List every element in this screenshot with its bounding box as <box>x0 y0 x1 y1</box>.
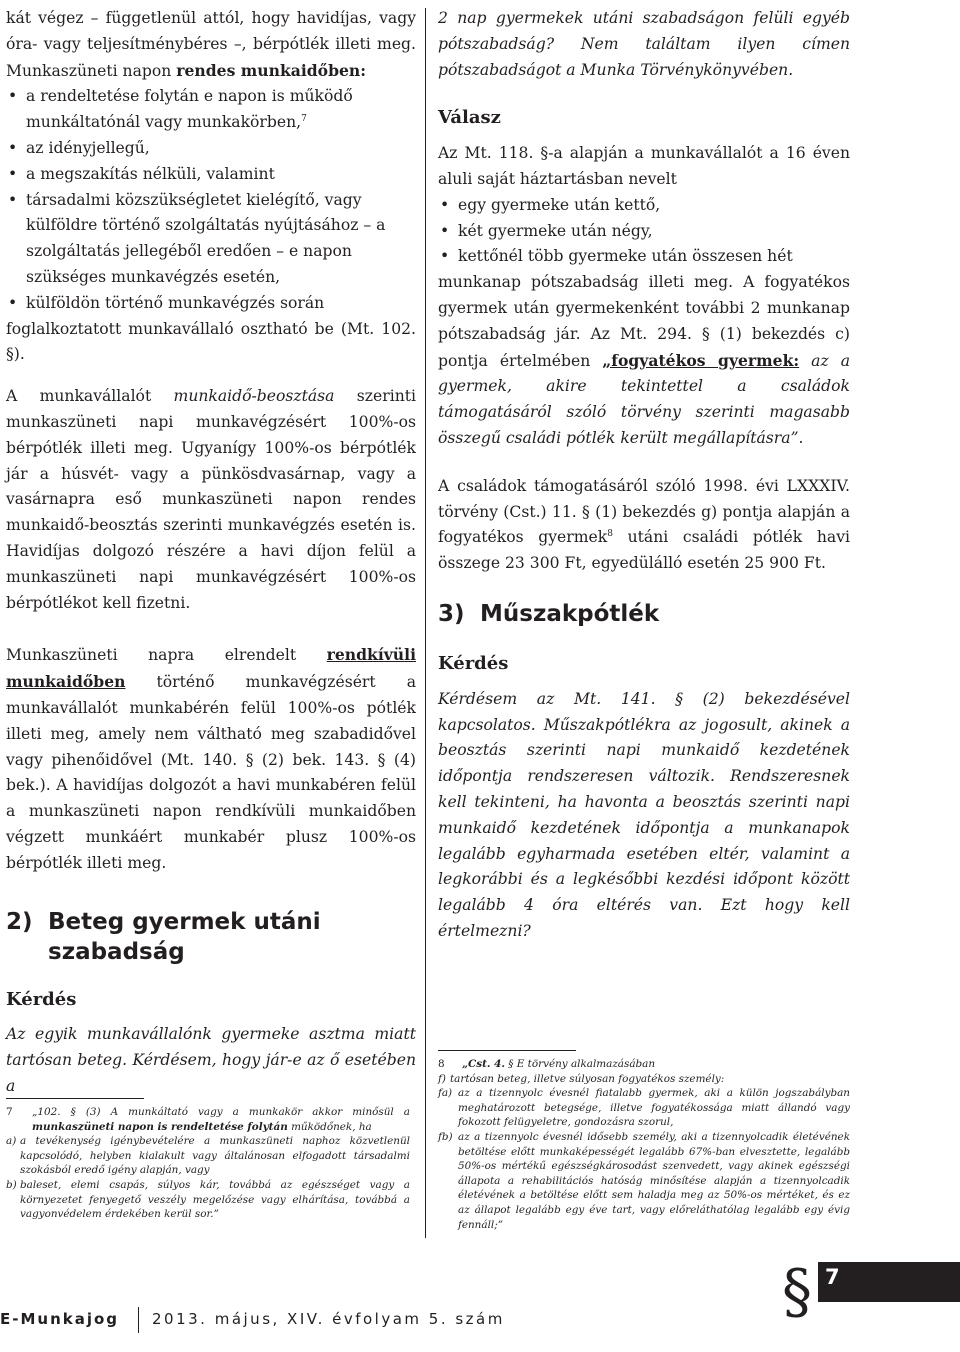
list-item: • a megszakítás nélküli, valamint <box>6 162 416 188</box>
list-item: • az idényjellegű, <box>6 136 416 162</box>
footnote-ref-8[interactable]: 8 <box>607 529 613 540</box>
answer-text: Az Mt. 118. §-a alapján a munkavállalót a 16 éven aluli saját háztartásban nevelt <box>438 144 850 188</box>
publication-title: E-Munkajog <box>0 1310 120 1328</box>
paragraph: Munkaszüneti napra elrendelt rendkívüli munkaidőben történő munkavégzésért a munkavállalót munkabérén felül 100%-os pótlék illeti meg, amely nem váltható meg szabadidővel vagy pihenőidővel (Mt. 140. § (2) bek. 143. § (4) bek.). A havidíjas dolgozót a havi munkabéren felül a munkaszüneti napon rendkívüli munkaidőben végzett munkáért munkabér plusz 100%-os bérpótlék illeti meg. <box>6 645 416 872</box>
answer-text: A családok támogatásáról szóló 1998. évi LXXXIV. törvény (Cst.) 11. § (1) bekezdés g) pontja alapján a fogyatékos gyermek$^8$ utáni családi pótlék havi összege 23 300 Ft, egyedülálló esetén 25 900 Ft. <box>438 476 850 573</box>
footer-divider <box>138 1307 139 1333</box>
answer-text: munkanap pótszabadság illeti meg. A fogyatékos gyermek után gyermekenként további 2 munkanap pótszabadság jár. Az Mt. 294. § (1) bekezdés c) pontja értelmében „fogyatékos gyermek: az a gyermek, akire tekintettel a családok támogatásáról szóló törvény szerinti magasabb összegű családi pótlék került megállapításra”. <box>438 273 850 447</box>
list-item: • két gyermeke után négy, <box>438 219 850 245</box>
section-heading-3: 3) Műszakpótlék <box>438 600 660 627</box>
footnote-number: 8 <box>438 1058 445 1070</box>
footnote-rule <box>438 1050 576 1051</box>
section-symbol-icon: § <box>782 1257 812 1327</box>
bullet-list-children <box>438 193 850 270</box>
footnote-ref-7[interactable]: 7 <box>301 114 307 124</box>
bold-phrase: rendes munkaidőben: <box>176 60 367 80</box>
subheading-valasz: Válasz <box>438 107 501 129</box>
question-text: Kérdésem az Mt. 141. § (2) bekezdésével kapcsolatos. Műszakpótlékra az jogosult, akinek a beosztás szerinti napi munkaidő kezdetének időpontja rendszeresen változik. Rendszeresnek kell tekinteni, ha havonta a beosztás szerinti napi munkaidő kezdetének időpontja a munkanapok legalább egyharmada esetében eltér, valamint a legkorábbi és a legkésőbbi kezdési időpont között legalább 4 óra eltérés van. Ezt hogy kell értelmezni? <box>438 689 850 940</box>
left-column <box>6 6 416 1100</box>
footnote-rule <box>6 1098 144 1099</box>
list-item: • egy gyermeke után kettő, <box>438 193 850 219</box>
list-item: • külföldön történő munkavégzés során <box>6 291 416 317</box>
issue-info: 2013. május, XIV. évfolyam 5. szám <box>152 1310 505 1328</box>
question-text-continued: 2 nap gyermekek utáni szabadságon felüli egyéb pótszabadság? Nem találtam ilyen címen pótszabadságot a Munka Törvénykönyvében. <box>438 9 850 79</box>
question-text: Az egyik munkavállalónk gyermeke asztma miatt tartósan beteg. Kérdésem, hogy jár-e az ő esetében a <box>6 1025 416 1095</box>
list-item: • társadalmi közszükségletet kielégítő, vagy külföldre történő szolgáltatás nyújtásához – a szolgáltatás jellegéből eredően – e napon szükséges munkavégzés esetén, <box>6 188 416 291</box>
paragraph: foglalkoztatott munkavállaló osztható be (Mt. 102. §). <box>6 319 416 364</box>
right-column <box>438 6 850 945</box>
page-number: 7 <box>825 1265 840 1289</box>
footnote-7: 7 „102. § (3) A munkáltató vagy a munkakör akkor minősül a munkaszüneti napon is rendeltetése folytán működőnek, ha a) a tevékenység igénybevételére a munkaszüneti naphoz közvetlenül kapcsolódó, helyben kialakult vagy általánosan elfogadott társadalmi szokásból eredő igény alapján, vagy b) baleset, elemi csapás, súlyos kár, továbbá az egészséget vagy a környezetet fenyegető veszély megelőzése vagy elhárítása, továbbá a vagyonvédelem érdekében kerül sor.” <box>6 1098 410 1222</box>
footnote-8: 8 „Cst. 4. § E törvény alkalmazásában f) tartósan beteg, illetve súlyosan fogyatékos személy: fa) az a tizennyolc évesnél fiatalabb gyermek, aki a külön jogszabályban meghatározott betegsége, illetve fogyatékossága miatt állandó vagy fokozott felügyeletre, gondozásra szorul, fb) az a tizennyolc évesnél idősebb személy, aki a tizennyolcadik életévének betöltése előtt munkaképességét legalább 67%-ban elvesztette, legalább 50%-os mértékű egészségkárosodást szenvedett, vagy akinek egészségi állapota a rehabilitációs hatóság minősítése alapján a tizennyolcadik életévének a betöltése előtt sem haladja meg az 50%-os mértéket, és ez az állapot legalább egy éve tart, vagy előreláthatólag legalább egy évig fennáll;” <box>438 1050 850 1232</box>
footnote-number: 7 <box>6 1106 13 1118</box>
paragraph-intro: kát végez – függetlenül attól, hogy havidíjas, vagy óra- vagy teljesítménybéres –, bérpótlék illeti meg. Munkaszüneti napon rendes munkaidőben: <box>6 9 416 80</box>
section-heading-2: 2) Beteg gyermek utáni szabadság <box>6 908 321 965</box>
column-divider <box>425 8 426 1238</box>
subheading-kerdes: Kérdés <box>438 652 509 674</box>
page-footer <box>0 1305 960 1335</box>
list-item: • a rendeltetése folytán e napon is működő munkáltatónál vagy munkakörben,$^7$ <box>6 84 416 136</box>
paragraph: A munkavállalót munkaidő-beosztása szerinti munkaszüneti napi munkavégzésért 100%-os bérpótlék illeti meg. Ugyanígy 100%-os bérpótlék jár a húsvét- vagy a pünkösdvasárnap, vagy a vasárnapra eső munkaszüneti napon rendes munkaidő-beosztás szerinti munkavégzés esetén is. Havidíjas dolgozó részére a havi díjon felül a munkaszüneti napi munkavégzésért 100%-os bérpótlékot kell fizetni. <box>6 387 416 612</box>
subheading-kerdes: Kérdés <box>6 988 77 1010</box>
list-item: • kettőnél több gyermeke után összesen hét <box>438 244 850 270</box>
bullet-list-workday <box>6 84 416 316</box>
